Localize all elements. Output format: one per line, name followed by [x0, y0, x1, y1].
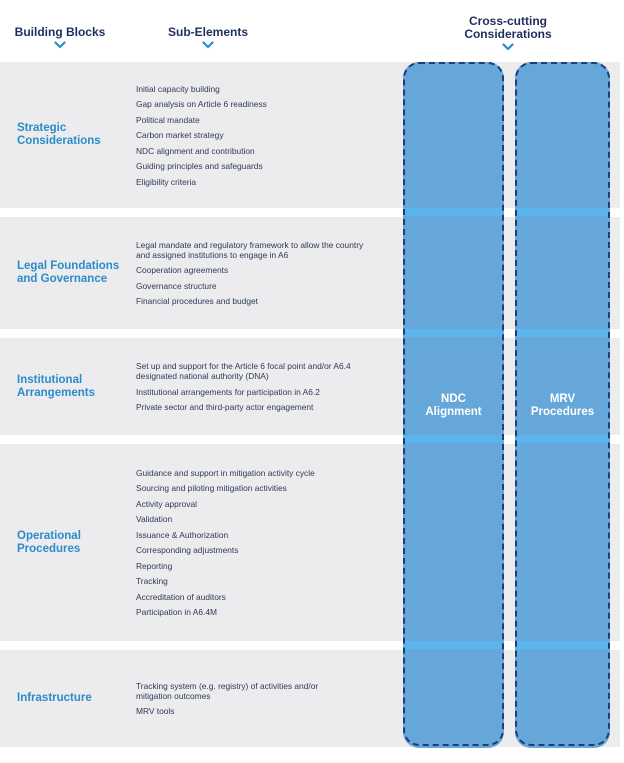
sub-element-list-infrastructure	[136, 650, 386, 747]
list-item: Legal mandate and regulatory framework to allow the country and assigned institutions to engage in A6	[136, 239, 364, 260]
list-item: Corresponding adjustments	[136, 545, 239, 556]
list-item: Guidance and support in mitigation activity cycle	[136, 467, 315, 478]
list-item: Activity approval	[136, 498, 197, 509]
sub-element-list-legal	[136, 217, 386, 329]
list-item: Validation	[136, 514, 173, 525]
list-item: Eligibility criteria	[136, 176, 197, 187]
list-item: Private sector and third-party actor engagement	[136, 402, 314, 412]
list-item: Governance structure	[136, 280, 217, 291]
list-item: Institutional arrangements for participation in A6.2	[136, 386, 320, 397]
sub-element-list-strategic	[136, 62, 386, 208]
list-item: Carbon market strategy	[136, 130, 224, 140]
list-item: Political mandate	[136, 114, 200, 125]
header-building-blocks-label: Building Blocks	[14, 25, 106, 39]
list-item: Issuance & Authorization	[136, 529, 229, 540]
header-cross-cutting	[448, 15, 568, 51]
cross-cutting-label-ndc: NDC Alignment	[425, 393, 482, 418]
list-item: Accreditation of auditors	[136, 591, 226, 602]
block-title-strategic: Strategic Considerations	[17, 122, 101, 147]
header-sub-elements-label: Sub-Elements	[167, 25, 248, 39]
list-item: Tracking system (e.g. registry) of activities and/or mitigation outcomes	[136, 680, 319, 701]
list-item: Financial procedures and budget	[136, 296, 258, 307]
list-item: Initial capacity building	[136, 83, 220, 94]
header-sub-elements	[148, 26, 268, 49]
block-title-institutional: Institutional Arrangements	[17, 373, 95, 399]
list-item: NDC alignment and contribution	[136, 145, 255, 156]
list-item: Tracking	[136, 576, 168, 587]
header-cross-cutting-label: Cross-cutting Considerations	[464, 14, 552, 41]
list-item: MRV tools	[136, 706, 175, 717]
chevron-down-icon	[502, 43, 514, 51]
chevron-down-icon	[202, 41, 214, 49]
list-item: Reporting	[136, 560, 173, 571]
list-item: Cooperation agreements	[136, 265, 229, 276]
header-building-blocks	[0, 26, 120, 49]
cross-cutting-label-mrv: MRV Procedures	[530, 393, 595, 418]
sub-element-list-operational	[136, 444, 386, 641]
sub-element-list-institutional	[136, 338, 386, 435]
block-title-infrastructure: Infrastructure	[17, 692, 92, 704]
chevron-down-icon	[54, 41, 66, 49]
block-title-operational: Operational Procedures	[17, 529, 81, 555]
block-title-legal: Legal Foundations and Governance	[17, 260, 120, 285]
list-item: Gap analysis on Article 6 readiness	[136, 99, 267, 109]
list-item: Guiding principles and safeguards	[136, 161, 263, 171]
list-item: Sourcing and piloting mitigation activities	[136, 483, 287, 494]
list-item: Participation in A6.4M	[136, 607, 218, 618]
list-item: Set up and support for the Article 6 focal point and/or A6.4 designated national authority (DNA)	[136, 361, 351, 381]
